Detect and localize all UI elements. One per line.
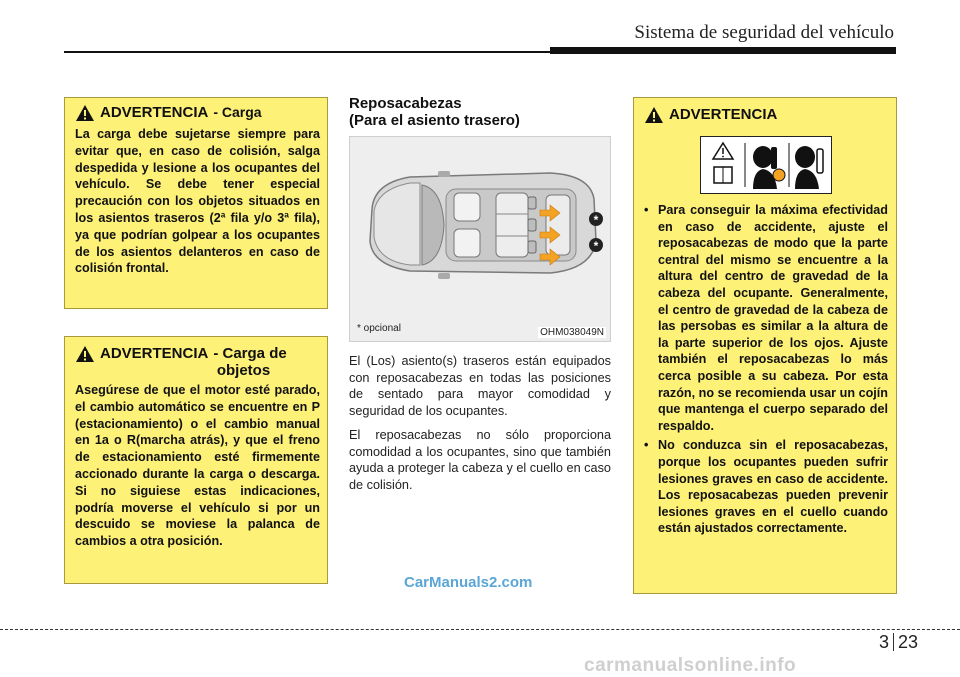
- section-title-line2: (Para el asiento trasero): [349, 112, 520, 129]
- figure-note: * opcional: [357, 323, 401, 334]
- warning-title: ADVERTENCIA: [669, 106, 778, 123]
- svg-text:*: *: [593, 213, 599, 227]
- warning-triangle-icon: [644, 106, 664, 124]
- watermark-link[interactable]: CarManuals2.com: [404, 574, 533, 591]
- section-title-line1: Reposacabezas: [349, 95, 462, 112]
- section-body: [349, 353, 611, 501]
- warning-bullet-list: [644, 202, 888, 537]
- warning-triangle-icon: [75, 104, 95, 122]
- warning-bullet-1: • Para conseguir la máxima efectividad en caso de accidente, ajuste el reposacabezas de modo que la parte central del mismo se encuentre a la altura del centro de gravedad de la cabeza del ocupante. Generalmente, el centro de gravedad de la cabeza de las persobas es similar a la altura de la parte superior de los ojos. Ajuste también el reposacabezas lo más cerca posible a su cabeza. Por esta razón, no se recomienda usar un cojín que mantenga el cuerpo separado del respaldo.: [644, 202, 888, 434]
- warning-body: La carga debe sujetarse siempre para evitar que, en caso de colisión, salga despedida y lesione a los ocupantes del vehículo. Se debe tener especial precaución con los objetos situados en los asientos traseros (2ª fila y/o 3ª fila), ya que podrían golpear a los ocupantes de los asientos delanteros en caso de colisión frontal.: [75, 127, 320, 276]
- paragraph-1: El (Los) asiento(s) traseros están equipados con reposacabezas en todas las posiciones de sentado para mayor comodidad y seguridad de los ocupantes.: [349, 354, 611, 418]
- warning-pictogram-strip: [700, 136, 832, 194]
- page-number-separator: [893, 633, 894, 651]
- header-rule-thick: [550, 47, 896, 54]
- warning-bullet-2: • No conduzca sin el reposacabezas, porque los ocupantes pueden sufrir lesiones graves en caso de accidente. Los reposacabezas pueden prevenir lesiones graves en el cuello cuando están ajustados correctamente.: [644, 437, 888, 537]
- footer-watermark: carmanualsonline.info: [584, 655, 797, 676]
- warning-subtitle-line2: objetos: [216, 362, 271, 379]
- page-header-title: Sistema de seguridad del vehículo: [634, 22, 894, 43]
- footer-dashed-rule: [0, 629, 960, 630]
- warning-heading: [644, 106, 888, 124]
- warning-heading: [75, 345, 320, 363]
- warning-heading: [75, 104, 320, 122]
- car-top-view-illustration: [350, 137, 610, 317]
- warning-triangle-icon: [75, 345, 95, 363]
- warning-title: ADVERTENCIA: [100, 104, 209, 121]
- page-number: 23: [898, 632, 919, 652]
- warning-subtitle: - Carga de: [213, 345, 287, 362]
- warning-box-carga-objetos: [64, 336, 328, 584]
- section-title: [349, 95, 520, 129]
- page-section-number: 3: [879, 632, 890, 652]
- warning-title: ADVERTENCIA: [100, 345, 209, 362]
- paragraph-2: El reposacabezas no sólo proporciona comodidad a los ocupantes, sino que también ayuda a proteger la cabeza y el cuello en caso de colisión.: [349, 428, 611, 492]
- warning-box-reposacabezas: [633, 97, 897, 594]
- car-headrest-figure: [349, 136, 611, 342]
- warning-subtitle: - Carga: [213, 104, 262, 120]
- figure-code: OHM038049N: [540, 327, 604, 338]
- header-rule-thin: [64, 51, 552, 53]
- headrest-pictogram-icon: [701, 137, 831, 193]
- warning-body: Asegúrese de que el motor esté parado, el cambio automático se encuentre en P (estacionamiento) o el cambio manual en 1a o R(marcha atrás), y que el freno de estacionamiento esté firmemente accionado durante la carga o descarga. Si no siguiese estas indicaciones, podría moverse el vehículo si por un descuido se moviese la palanca de cambios a otra posición.: [75, 383, 320, 549]
- warning-box-carga: [64, 97, 328, 309]
- svg-text:*: *: [593, 239, 599, 253]
